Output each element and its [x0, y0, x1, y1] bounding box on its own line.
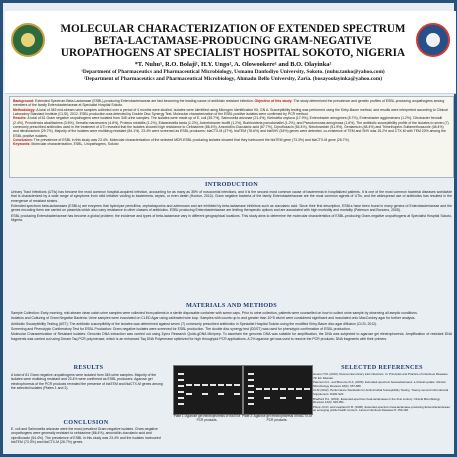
abstract-results: A total of 81 Gram negative uropathogens were isolated from 345 urine samples. The isolates were made up of E. coli (35.7%), Salmonella arizonae (21.4%), Klebsiella oxytoca (17.9%), Enterobacter aerogenes (8.7%), Enterobacter agglomerans (1.2%), Citrobacter freundii (2.4%), Providencia alcalifaciens (3.6%), Serratia marcescens (4.8%), Proteus mirabilis (1.2%), Edwardsiella tarda (1.2%), Acinetobacter lwoffii (1.2%), Burkholderia pseudomallei (1.2%), and Pseudomonas aeruginosa (1.6%). The antibiotic susceptibility profile of the isolates to seven (7) commonly prescribed antibiotics used in the treatment of UTI revealed that the isolates showed high resistance to Cefotaxime (86.4%), Amoxicillin-Clavulanic acid (67.7%), Ciprofloxacin (54.4%), Nitrofurantoin (51.9%), Gentamicin (48.4%) and Trimethoprim-Sulfamethoxazole (48.4%) and nitrofurantoin (29.7%). Majority of the isolates were multidrug resistant (84.1%). 23.4% were screened as ESBL producers; blaCTX-M (47%), blaTEM (78.6%) and blaSHV (54%) genes were detected, co-existence of TEM and SHV was 15.2% and CTX-M with TEM 20% among the ESBL positive isolates.: [13, 116, 449, 138]
abstract-box: [9, 96, 454, 178]
gel-band: [296, 388, 302, 390]
gel-band: [296, 397, 302, 399]
gel-lane: [264, 370, 270, 410]
reference-item: CLSI (2012). Performance Standards for Antimicrobial Susceptibility Testing. Twenty-second Informational Supplement. M100-S22.: [313, 388, 449, 396]
methods-paragraph: Molecular Characterization of Resistant Isolates: Genomic DNA extraction was carried out using Zymo Research Quick-gDNA Miniprep. To ascertain the genomic DNA was suitable for amplification, the DNA was subjected to agarose gel electrophoresis. Amplification of resistant DNA fragments was carried out using Dream Taq PCR polymerase, which is an enhanced Taq DNA Polymerase optimized for high throughput PCR applications. A 2% agarose gel was used to resolve the PCR products; DNA fragments with their primers.: [11, 332, 452, 341]
reference-item: Hooton T.M. (2010). Nosocomial urinary tract infections. In: Principles and Practice of Infectious Diseases. 7th Ed. Elsevier.: [313, 373, 449, 380]
abstract-methodology-label: Methodology:: [13, 107, 36, 112]
figure-caption-1: Plate 1: Agarose gel electrophoresis of blaTEM PCR products.: [173, 414, 241, 422]
gel-band: [304, 388, 310, 390]
reference-item: Bradford P.A. (2001). Extended-spectrum beta-lactamases in the 21st century. Clinical Microbiology Reviews 14(4): 933-951.: [313, 396, 440, 405]
gel-band: [248, 397, 254, 399]
gel-band: [248, 379, 254, 381]
gel-band: [178, 385, 184, 387]
results-heading: RESULTS: [73, 364, 104, 371]
methods-paragraph: Screening and Phenotypic Confirmatory Test for ESBL Production: Gram-negative isolates were screened for ESBL production. The double disc synergy test (DDST) was used for phenotypic confirmation of ESBL production.: [11, 327, 351, 332]
gel-band: [178, 397, 184, 399]
university-logo-left: [11, 23, 45, 57]
university-logo-right: [416, 23, 450, 57]
gel-lane: [234, 370, 240, 410]
poster-title: MOLECULAR CHARACTERIZATION OF EXTENDED SPECTRUM BETA-LACTAMASE-PRODUCING GRAM-NEGATIVE UROPATHOGENS AT SPECIALIST HOSPITAL SOKOTO, NIGERIA: [60, 23, 406, 60]
methods-paragraph: Sample Collection: Early-morning, mid-stream clean catch urine samples were collected from patients in a sterile disposable container with screw caps. Prior to urine collection, patients were counselled on how to collect urine sample by observing all aseptic conditions.: [11, 311, 418, 315]
gel-band: [202, 384, 208, 386]
gel-lane: [178, 370, 184, 410]
intro-paragraph: ESBL producing Enterobacteriaceae has become a global problem; the incidence and types of beta-lactamase vary in different geographical locations. This study aims to determine the molecular characteristics of ESBL-producing Gram-negative uropathogens at Specialist Hospital Sokoto, Nigeria.: [11, 213, 452, 223]
gel-lane: [304, 370, 310, 410]
crest-icon: [426, 33, 440, 47]
abstract-keywords-label: Keywords:: [13, 142, 31, 147]
results-text: A total of 81 Gram negative uropathogens were isolated from 345 urine samples. Majority of the isolates were multidrug resistant and 23.4% were confirmed as ESBL producers. Agarose gel electrophoresis of the PCR products revealed the presence of blaTEM and blaCTX-M genes among the selected isolates (Plates 1 and 2).: [11, 373, 163, 391]
gel-lane: [296, 370, 302, 410]
gel-band: [186, 393, 192, 395]
intro-text: [11, 190, 452, 300]
abstract-background-label: Background:: [13, 99, 35, 103]
gel-lane: [288, 370, 294, 410]
gel-lane: [194, 370, 200, 410]
conclusion-text: E. coli and Salmonella arizonae were the most prevalent Gram-negative isolates. Gram-negative uropathogens were generally resistant to cefotaxime (86.4%), amoxicillin-clavulanic acid and ciprofloxacin (54.4%). The prevalence of ESBL in this study was 23.4% and the isolates harboured blaTEM (73.3%) and blaCTX-M (26.7%) genes.: [11, 427, 161, 445]
gel-band: [178, 379, 184, 381]
author-list: *T. Nuhu¹, R.O. Bolaji¹, H.Y. Ungo², A. Olowookere¹ and B.O. Olayinka²: [134, 61, 332, 68]
gel-lane: [248, 370, 254, 410]
gel-band: [234, 384, 240, 386]
gel-lane: [210, 370, 216, 410]
affiliations: [47, 69, 419, 83]
abstract-methodology: A total of 345 mid-stream urine samples collected over a period of 4 months were studied. Isolates were identified using Microgen Identification Kit, GN A. Susceptibility testing was performed using the Kirby-Bauer method, and results were interpreted according to Clinical Laboratory Standard Institute (CLSI), 2012. ESBL production was detected by Double Disc Synergy Test. Molecular characterization of the ESBL positive isolates were confirmed by PCR method.: [13, 107, 448, 117]
gel-lane: [226, 370, 232, 410]
authors: [47, 61, 419, 69]
gel-image-1: [173, 365, 243, 415]
crest-icon: [21, 33, 35, 47]
gel-lane: [218, 370, 224, 410]
methods-paragraph: Isolation and Culturing of Gram Negative Bacteria: Urine samples were inoculated on CLED Agar using calibrated wire loop. Samples with counts up to and greater than 10^5 cfu/ml were considered significant and inoculated onto MacConkey agar for further analysis.: [11, 316, 416, 321]
gel-band: [248, 403, 254, 405]
gel-band: [186, 384, 192, 386]
gel-lane: [186, 370, 192, 410]
gel-band: [202, 393, 208, 395]
gel-band: [264, 397, 270, 399]
gel-band: [288, 388, 294, 390]
title-band: [5, 11, 456, 94]
gel-lane: [272, 370, 278, 410]
abstract-results-label: Results:: [13, 116, 27, 121]
gel-band: [178, 391, 184, 393]
gel-lane: [202, 370, 208, 410]
affiliation-1: ¹Department of Pharmaceutics and Pharmaceutical Microbiology, Usmanu Danfodiyo University, Sokoto. (nuhu.tanko@yahoo.com): [81, 69, 385, 75]
intro-heading: INTRODUCTION: [204, 181, 259, 188]
intro-paragraph: Urinary Tract Infections (UTIs) has become the most common hospital-acquired infection, accounting for as many as 35% of nosocomial infections, and it is the second most common cause of bacteremia in hospitalized patients. It is one of the most common bacterial diseases worldwide that is characterized by a wide range of symptoms from mild irritative voiding to bacteremia, sepsis, or even death (Hooton, 2010). Gram negative bacteria of the family Enterobacteriaceae are the most common agents of UTIs, and the widespread use of antibiotics has resulted in the emergence of resistant strains.: [11, 190, 452, 203]
figure-caption-2: Plate 2: Agarose gel electrophoresis of blaCTX-M PCR products.: [242, 414, 312, 422]
gel-band: [194, 384, 200, 386]
abstract-background: Extended Spectrum Beta-Lactamase (ESBL)-producing Enterobacteriaceae are fast becoming the leading cause of antibiotic resistant infection.: [35, 99, 254, 103]
intro-paragraph: Extended spectrum beta-lactamases (ESBLs) are enzymes that hydrolyse penicillins, cephalosporins and aztreonam and are inhibited by beta-lactamase inhibitors such as clavulanic acid. Since their first description, ESBLs have been found in many genera of Enterobacteriaceae and the genes encoding them are carried on plasmids which also carry resistance to other classes of antibiotics. ESBL producing Enterobacteriaceae are limiting therapeutic options and are associated with high morbidity and mortality (Paterson and Bonomo, 2005).: [11, 204, 452, 213]
abstract-conclusion: The prevalence of ESBL in this study was 23.4%. Molecular characterization of the selected MDR-ESBL producing isolates showed that they harboured the blaTEM gene (73.3%) and blaCTX-M gene (26.7%).: [33, 138, 350, 143]
reference-item: Paterson D.L. and Bonomo R.A. (2005). Extended-spectrum beta-lactamases: a clinical update. Clinical Microbiology Reviews 18(4): 657-686.: [313, 380, 446, 388]
gel-band: [280, 388, 286, 390]
abstract-objective: The study determined the prevalence and genetic profiles of ESBL-producing uropathogens among members of the family Enterobacteriaceae at Specialist Hospital Sokoto.: [13, 99, 445, 108]
conclusion-heading: CONCLUSION: [63, 419, 109, 426]
abstract-keywords: Molecular characterization, ESBL, Uropathogens, Sokoto: [31, 142, 119, 147]
gel-band: [178, 403, 184, 405]
gel-band: [280, 397, 286, 399]
references-heading: SELECTED REFERENCES: [341, 364, 423, 371]
gel-band: [218, 393, 224, 395]
gel-band: [178, 373, 184, 375]
methods-paragraph: Antibiotic Susceptibility Testing (AST): The antibiotic susceptibility of the isolates was determined against seven (7) commonly prescribed antibiotics in Specialist Hospital Sokoto using the modified Kirby-Bauer disc agar diffusion (CLSI, 2012).: [11, 321, 378, 326]
affiliation-2: ²Department of Pharmaceutics and Pharmaceutical Microbiology, Ahmadu Bello University, Zaria. (busayoolayinka@yahoo.com): [83, 76, 383, 82]
gel-band: [218, 384, 224, 386]
gel-band: [248, 373, 254, 375]
references-list: [313, 373, 451, 453]
gel-band: [264, 388, 270, 390]
gel-band: [248, 391, 254, 393]
gel-band: [256, 388, 262, 390]
gel-band: [234, 393, 240, 395]
gel-band: [272, 388, 278, 390]
reference-item: Pitout J.D.D. and Laupland K.B. (2008). Extended-spectrum beta-lactamase-producing Enterobacteriaceae: an emerging public-health concern. Lancet Infectious Diseases 8: 159-166.: [313, 404, 451, 413]
gel-band: [226, 384, 232, 386]
header-strip: [7, 5, 456, 9]
methods-heading: MATERIALS AND METHODS: [185, 302, 278, 309]
gel-lane: [256, 370, 262, 410]
abstract-conclusion-label: Conclusion:: [13, 138, 33, 143]
methods-text: [11, 311, 452, 363]
gel-band: [248, 385, 254, 387]
gel-lane: [280, 370, 286, 410]
gel-image-2: [243, 365, 313, 415]
abstract-objective-label: Objective of this study:: [254, 99, 293, 103]
gel-band: [210, 384, 216, 386]
